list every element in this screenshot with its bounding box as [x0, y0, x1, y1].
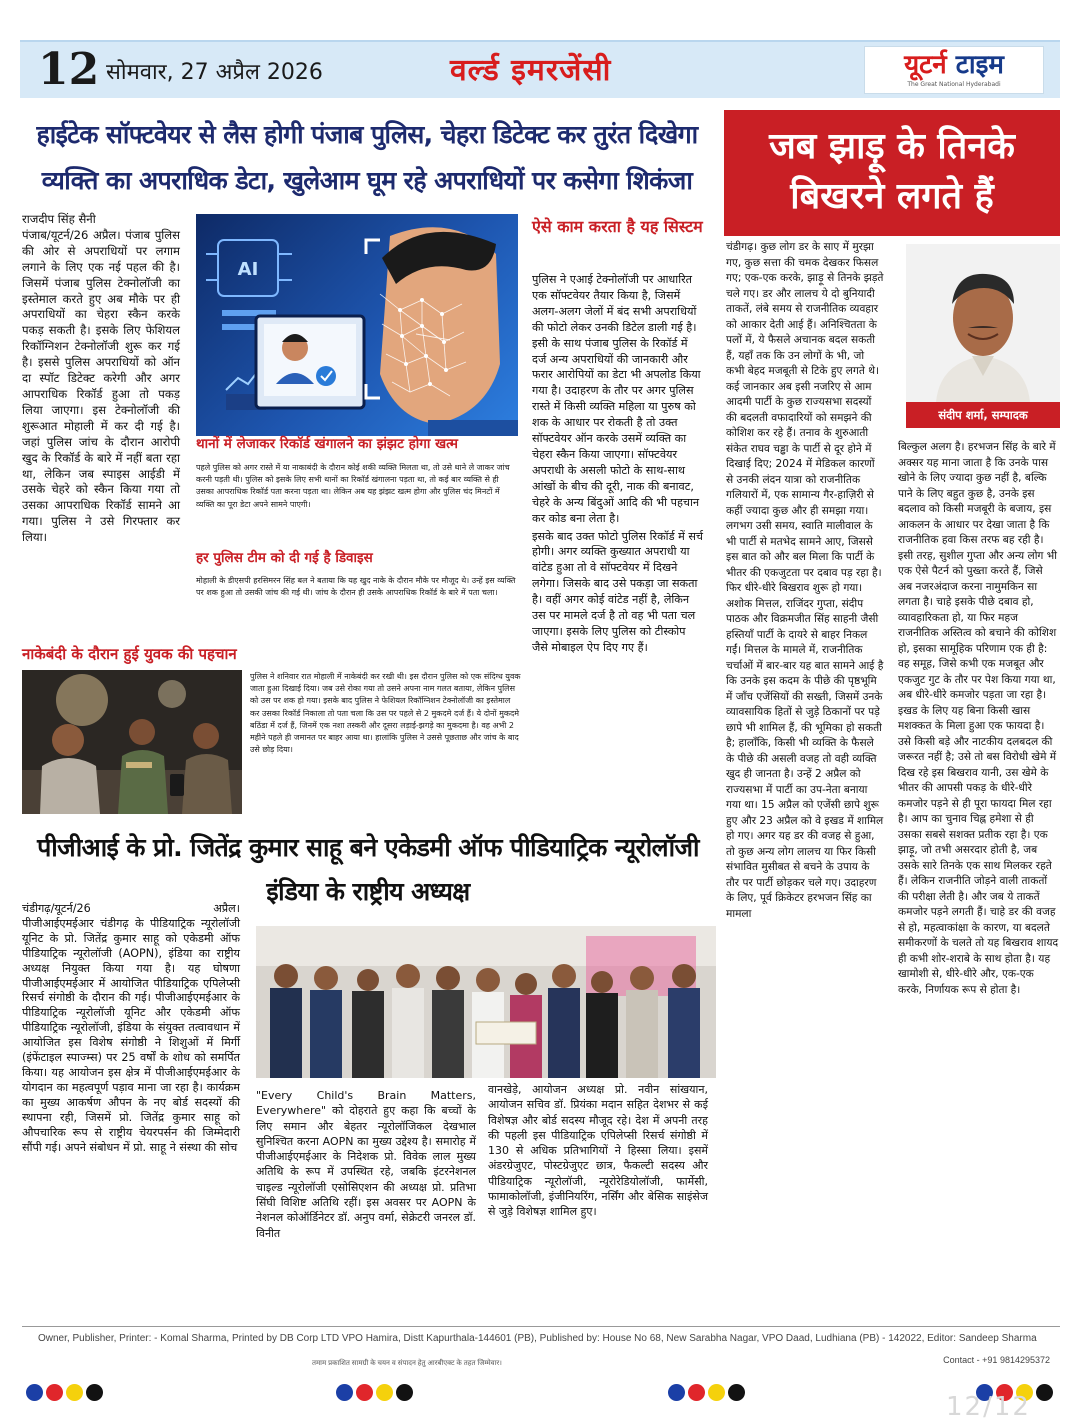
group-photo	[256, 926, 716, 1078]
logo-word-1: यूटर्न	[904, 50, 947, 80]
story1-column-3	[532, 272, 704, 658]
section-title: वर्ल्ड इमरजेंसी	[450, 53, 612, 88]
story1-subhead-1: थानों में लेजाकर रिकॉर्ड खंगालने का झंझट होगा खत्म	[196, 436, 458, 452]
page-header	[20, 40, 1060, 98]
checkpoint-scene	[22, 670, 242, 814]
story2-column-2: "Every Child's Brain Matters, Everywhere" को दोहराते हुए कहा कि बच्चों के लिए समान और बेहतर न्यूरोलॉजिकल देखभाल सुनिश्चित करना AOPN का मुख्य उद्देश्य है। समारोह में पीजीआईएमईआर के निदेशक प्रो. विवेक लाल मुख्य अतिथि के रूप में उपस्थित रहे, जबकि इंटरनेशनल चाइल्ड न्यूरोलॉजी एसोसिएशन की अध्यक्ष प्रो. प्रतिभा सिंघी विशिष्ट अतिथि रहीं। इस अवसर पर AOPN के नेशनल कोऑर्डिनेटर डॉ. अनुप वर्मा, सेक्रेटरी जनरल डॉ. विनीत	[256, 1089, 476, 1240]
story1-headline: हाईटेक सॉफ्टवेयर से लैस होगी पंजाब पुलिस, चेहरा डिटेक्ट कर तुरंत दिखेगा व्यक्ति का अपराधिक डेटा, खुलेआम घूम रहे अपराधियों पर कसेगा शिकंजा	[36, 120, 698, 195]
logo-word-2: टाइम	[955, 50, 1004, 80]
story2-column-3: वानखेड़े, आयोजन अध्यक्ष प्रो. नवीन सांखयान, आयोजन सचिव डॉ. प्रियंका मदान सहित देशभर से कई विशेषज्ञ और बोर्ड सदस्य मौजूद रहे। देश में अपनी तरह की पहली इस पीडियाट्रिक एपिलेप्सी रिसर्च संगोष्ठी में 130 से अधिक प्रतिभागियों ने हिस्सा लिया। इसमें अंडरग्रेजुएट, पोस्टग्रेजुएट छात्र, फैकल्टी सदस्य और पीडियाट्रिक न्यूरोलॉजी, न्यूरोरेडियोलॉजी, फार्मेसी, फामाकोलॉजी, इंजीनियरिंग, नर्सिंग और बेसिक साइंसेज से जुड़े विशेषज्ञ शामिल हुए।	[488, 1083, 708, 1219]
story2-headline: पीजीआई के प्रो. जितेंद्र कुमार साहू बने एकेडमी ऑफ पीडियाट्रिक न्यूरोलॉजी इंडिया के राष्ट्रीय अध्यक्ष	[37, 833, 699, 906]
story2-body-1: पीजीआईएमईआर चंडीगढ़ के पीडियाट्रिक न्यूरोलॉजी यूनिट के प्रो. जितेंद्र कुमार साहू को एकेडमी ऑफ पीडियाट्रिक न्यूरोलॉजी (AOPN), इंडिया का राष्ट्रीय अध्यक्ष नियुक्त किया गया है। यह घोषणा पीजीआईएमईआर में आयोजित पीडियाट्रिक एपिलेप्सी रिसर्च संगोष्ठी के दौरान की गई। पीजीआईएमईआर के पीडियाट्रिक न्यूरोलॉजी यूनिट और एकेडमी ऑफ पीडियाट्रिक न्यूरोलॉजी, इंडिया के संयुक्त तत्वावधान में आयोजित इस विशेष संगोष्ठी ने शिशुओं में मिर्गी (इंफेंटाइल स्पाज्म्स) पर 25 वर्षों के शोध को समर्पित किया। यह आयोजन इस क्षेत्र में पीजीआईएमईआर के योगदान का महत्वपूर्ण पड़ाव माना जा रहा है। कार्यक्रम का मुख्य आकर्षण औपन के नए बोर्ड सदस्यों की स्थापना रही, जिसमें प्रो. जितेंद्र कुमार साहू को औपचारिक रूप से राष्ट्रीय चेयरपर्सन की जिम्मेदारी सौंपी गई। अपने संबोधन में प्रो. साहू ने संस्था की सोच	[22, 916, 240, 1154]
story1-byline: राजदीप सिंह सैनी	[22, 212, 96, 226]
newspaper-logo	[864, 46, 1044, 94]
svg-text:AI: AI	[237, 259, 259, 280]
page-counter: 12/12	[946, 1392, 1031, 1418]
story1-body-1: पंजाब/यूटर्न/26 अप्रैल। पंजाब पुलिस की ओर से अपराधियों पर लगाम लगाने के लिए एक नई पहल की है। जिसमें पंजाब पुलिस टेक्नोलॉजी का इस्तेमाल करते हुए अब मौके पर ही अपराधियों का चेहरा स्कैन करके पकड़ सकती है। इसके लिए फेशियल रिकॉग्निशन टेक्नोलॉजी शुरू कर गई है। इससे पुलिस अपराधियों को ऑन दा स्पॉट डिटेक्ट करेगी और अगर आपराधिक रिकॉर्ड हुआ तो पकड़ लिया जाएगा। इस टेक्नोलॉजी की शुरूआत मोहाली में कर दी गई है। जहां पुलिस जांच के दौरान आरोपी खुद के रिकॉर्ड के बारे में नहीं बता रहा था, लेकिन जब स्पाइस आईडी में उसके चेहरे को स्कैन किया गया तो उसका आपराधिक रिकॉर्ड सामने आ गया। पुलिस ने उसे गिरफ्तार कर लिया।	[22, 227, 180, 545]
contact-line: Contact - +91 9814295372	[943, 1355, 1050, 1365]
editor-portrait	[906, 244, 1060, 428]
checkpoint-photo	[22, 670, 242, 814]
publisher-line: Owner, Publisher, Printer: - Komal Sharma, Printed by DB Corp LTD VPO Hamira, Distt Kapurthala-144601 (PB), Published by: House No 68, New Sarabha Nagar, VPO Daad, Ludhiana (PB) - 142022, Editor: Sandeep Sharma	[38, 1333, 1037, 1344]
group-photo-scene	[256, 926, 716, 1078]
story1-text-3: पुलिस ने शनिवार रात मोहाली में नाकेबंदी कर रखी थी। इस दौरान पुलिस को एक संदिग्ध युवक जाता हुआ दिखाई दिया। जब उसे रोका गया तो उसने अपना नाम गलत बताया, लेकिन पुलिस को उस पर शक हो गया। इसके बाद पुलिस ने फेशियल रिकॉग्निशन टेक्नोलॉजी का इस्तेमाल कर उसका रिकॉर्ड निकाला तो पता चला कि उस पर पहले से 2 मुकदमे दर्ज हैं। ये दोनों मुकदमे बठिंडा में दर्ज हैं, जिनमें एक नशा तस्करी और दूसरा लड़ाई-झगड़े का मुकदमा है। वह अभी 2 महीने पहले ही जमानत पर बाहर आया था। हालांकि पुलिस ने उससे पूछताछ और जांच के बाद उसे छोड़ दिया।	[250, 672, 521, 755]
issue-date: सोमवार, 27 अप्रैल 2026	[106, 60, 323, 85]
face-scan-graphic	[196, 214, 518, 436]
story2-byline	[22, 902, 240, 917]
story1-text-1: पहले पुलिस को अगर रास्ते में या नाकाबंदी के दौरान कोई शकी व्यक्ति मिलता था, तो उसे थाने ले जाकर जांच करनी पड़ती थी। पुलिस को इसके लिए सभी थानों का रिकॉर्ड खंगालना पड़ता था, तो कई बार व्यक्ति से ही उसका आपराधिक रिकॉर्ड पता करना पड़ता था। लेकिन अब यह झंझट खत्म होगा और पुलिस चंद मिनटों में व्यक्ति का पूरा डेटा अपने सामने पाएगी।	[196, 463, 510, 509]
story1-body-3a: पुलिस ने एआई टेक्नोलॉजी पर आधारित एक सॉफ्टवेयर तैयार किया है, जिसमें अलग-अलग जेलों में बंद सभी अपराधियों की फोटो लेकर उनकी डिटेल डाली गई है। इसी के साथ पंजाब पुलिस के रिकॉर्ड में दर्ज अन्य अपराधियों की जानकारी और फरार आरोपियों का डेटा भी अपलोड किया गया है। उदाहरण के तौर पर अगर पुलिस रास्ते में किसी व्यक्ति महिला या पुरुष को शक के आधार पर रोकती है तो उक्त सॉफ्टवेयर ऑन करके उसमें व्यक्ति का चेहरा स्कैन किया जाएगा। सॉफ्टवेयर अपराधी के असली फोटो के साथ-साथ आंखों के बीच की दूरी, नाक की बनावट, चेहरे के अन्य बिंदुओं आदि की भी पहचान कर कोड बना लेता है।	[532, 273, 701, 525]
story1-subhead-3: नाकेबंदी के दौरान हुई युवक की पहचान	[22, 645, 237, 663]
logo-tagline: The Great National Hyderabadi	[907, 81, 1001, 88]
story1-subhead-2: हर पुलिस टीम को दी गई है डिवाइस	[196, 550, 373, 566]
story2-byline-place: चंडीगढ़/यूटर्न/26	[22, 902, 91, 915]
story1-subhead-4: ऐसे काम करता है यह सिस्टम	[532, 217, 703, 236]
registration-mark-3	[668, 1384, 745, 1402]
story2-byline-date: अप्रैल।	[213, 902, 240, 915]
registration-mark-1	[26, 1384, 103, 1402]
story2-column-1	[22, 902, 240, 1155]
story1-body-3b: इसके बाद उक्त फोटो पुलिस रिकॉर्ड में सर्च होगी। अगर व्यक्ति कुख्यात अपराधी या वांटेड हुआ तो वे सॉफ्टवेयर में दिखने लगेगा। जिसके बाद उसे पकड़ा जा सकता है। वहीं अगर कोई वांटेड नहीं है, लेकिन उस पर मामले दर्ज है तो वह भी पता चल जाएगा। इसके लिए पुलिस को टीस्कोप जैसे मोबाइल ऐप दिए गए हैं।	[532, 529, 704, 654]
editorial-column-2: बिल्कुल अलग है। हरभजन सिंह के बारे में अक्सर यह माना जाता है कि उनके पास खोने के लिए ज्यादा कुछ नहीं है, बल्कि पाने के लिए बहुत कुछ है, उनके इस बदलाव को किसी मजबूरी के बजाय, इस आकलन के आधार पर देखा जाता है कि राजनीतिक हवा किस तरफ बह रही है। इसी तरह, सुशील गुप्ता और अन्य लोग भी एक ऐसे पैटर्न को पुख्ता करते हैं, जिसे अब नजरअंदाज करना नामुमकिन सा लगता है। चाहे इसके पीछे दबाव हो, व्यावहारिकता हो, या फिर महज राजनीतिक अस्तित्व को बचाने की कोशिश हो, इसका सामूहिक परिणाम एक ही है: वह समूह, जिसे कभी एक मजबूत और एकजुट गुट के तौर पर पेश किया गया था, अब धीरे-धीरे कमजोर पड़ता जा रहा है। इखड के लिए यह बिना किसी खास मशक्कत के मिला हुआ एक फायदा है। उसे किसी बड़े और नाटकीय दलबदल की जरूरत नहीं है; उसे तो बस विरोधी खेमे में दिख रहे इस बिखराव यानी, उस खेमे के भीतर की आपसी पकड़ के धीरे-धीरे कमजोर पड़ने से ही पूरा फायदा मिल रहा है। आप का चुनाव चिह्न हमेशा से ही उसका सबसे सशक्त प्रतीक रहा है। एक झाड़ू, जो तभी असरदार होती है, जब उसके सारे तिनके एक साथ मिलकर रहते हैं। लेकिन राजनीति जोड़ने वाली ताकतों की परीक्षा लेती है। और जब ये ताकतें कमजोर पड़ने लगती हैं। चाहे डर की वजह से हो, महत्वाकांक्षा के कारण, या बदलते समीकरणों के चलते तो यह बिखराव शायद ही कभी शोर-शराबे के साथ होता है। यह खामोशी से, धीरे-धीरे और, एक-एक करके, निर्णायक रूप से होता है।	[898, 441, 1059, 996]
face-recognition-illustration	[196, 214, 518, 436]
story1-text-2: मोहाली के डीएसपी हरसिमरन सिंह बल ने बताया कि यह खुद नाके के दौरान मौके पर मौजूद थे। उन्हें इस व्यक्ति पर शक हुआ तो उसकी जांच की गई थी। जांच के दौरान ही उसके आपराधिक रिकॉर्ड के बारे में पता चला।	[196, 576, 516, 598]
page-number: 12	[38, 44, 100, 95]
editorial-column-1: चंडीगढ़। कुछ लोग डर के साए में मुरझा गए, कुछ सत्ता की चमक देखकर फिसल गए; एक-एक करके, झाड़ू से तिनके झड़ते चले गए। डर और लालच ये दो बुनियादी ताकतें, लंबे समय से राजनीतिक व्यवहार को आकार देती आई हैं। अनिश्चितता के पलों में, ये फैसले अचानक बदल सकती हैं, यहाँ तक कि उन लोगों के भी, जो कभी बेहद मजबूती से टिके हुए लगते थे। कई जानकार अब इसी नजरिए से आम आदमी पार्टी के कुछ राज्यसभा सदस्यों की बदलती वफादारियों को समझने की कोशिश कर रहे हैं। तनाव के शुरुआती संकेत राघव चड्ढा के पार्टी से दूर होने में दिखाई दिए; 2024 में मेडिकल कारणों से उनकी लंदन यात्रा को राजनीतिक गलियारों में, एक सामान्य गैर-हाज़िरी से कहीं ज्यादा कुछ और ही समझा गया। लगभग उसी समय, स्वाति मालीवाल के भी पार्टी से मतभेद सामने आए, जिससे इस बात को और बल मिला कि पार्टी के भीतर की एकजुटता पर दबाव पड़ रहा है। फिर धीरे-धीरे बिखराव शुरू हो गया। अशोक मित्तल, राजिंदर गुप्ता, संदीप पाठक और विक्रमजीत सिंह साहनी जैसी हस्तियाँ पार्टी के दायरे से बाहर निकल गईं। मित्तल के मामले में, राजनीतिक चर्चाओं में बार-बार यह बात सामने आई है कि उनके इस कदम के पीछे की पृष्ठभूमि में जाँच एजेंसियों की सख्ती, जिसमें उनके व्यावसायिक हितों से जुड़े ठिकानों पर पड़े छापे भी शामिल हैं, की भूमिका हो सकती है; हालाँकि, किसी भी व्यक्ति के फैसले के पीछे की असली वजह तो वही व्यक्ति खुद ही जानता है। उन्हें 2 अप्रैल को राज्यसभा में पार्टी का उप-नेता बनाया गया था। 15 अप्रैल को एजेंसी छापे शुरू हुए और 23 अप्रैल को वे इखड में शामिल हो गए। अगर यह डर की वजह से हुआ, तो कुछ अन्य लोग लालच या फिर किसी संभावित मुसीबत से बचने के उपाय के तौर पर पार्टी छोड़कर चले गए। उदाहरण के लिए, पूर्व क्रिकेटर हरभजन सिंह का मामला	[726, 241, 884, 920]
story1-column-1	[22, 212, 180, 546]
disclaimer-line: तमाम प्रकाशित सामग्री के चयन व संपादन हेतु आरबीएक्ट के तहत जिम्मेवार।	[312, 1360, 502, 1367]
editor-caption: संदीप शर्मा, सम्पादक	[938, 408, 1028, 422]
editorial-headline: जब झाड़ू के तिनके बिखरने लगते हैं	[724, 110, 1060, 236]
page-footer	[22, 1326, 1060, 1367]
editor-photo	[906, 244, 1060, 402]
registration-mark-2	[336, 1384, 413, 1402]
